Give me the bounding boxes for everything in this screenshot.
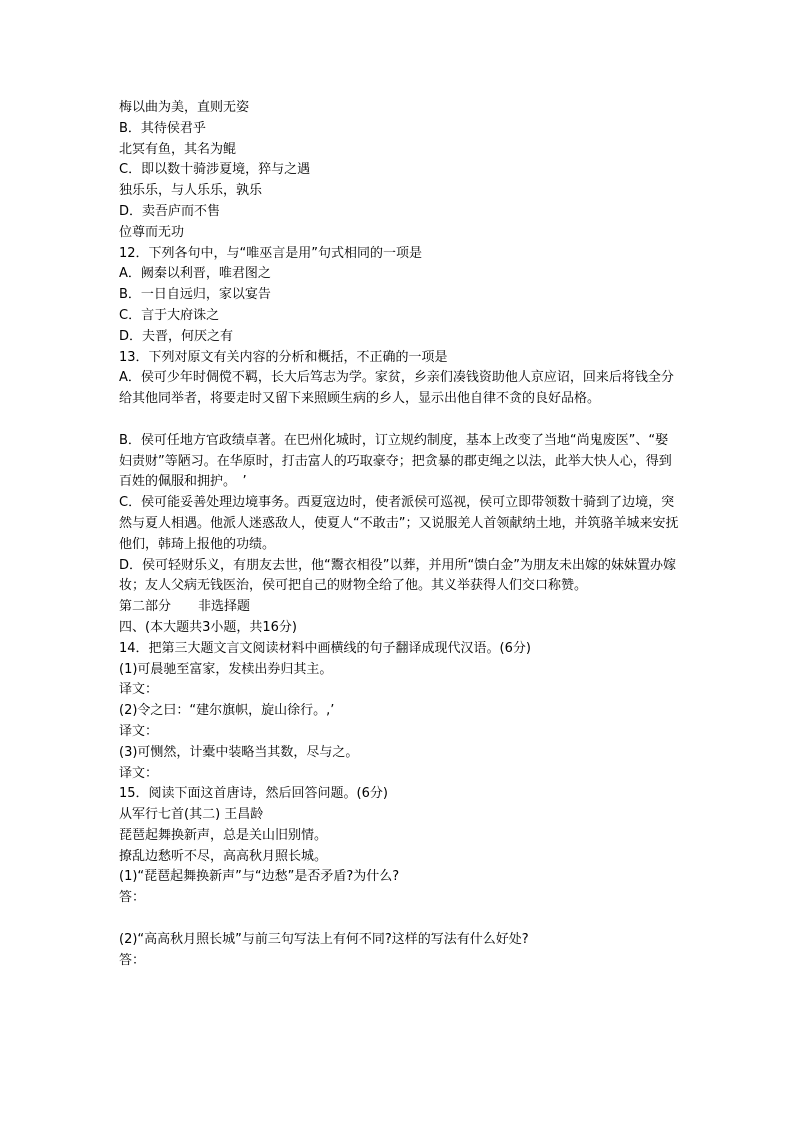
option-line: 梅以曲为美，直则无姿 — [119, 100, 250, 115]
poem-line: 琵琶起舞换新声，总是关山旧别情。 — [119, 827, 328, 843]
option-line: A．阙秦以利晋，唯君图之 — [119, 266, 271, 282]
option-line: 独乐乐，与人乐乐，孰乐 — [119, 183, 263, 199]
section-subheading: 四、(本大题共3小题，共16分) — [119, 619, 297, 635]
option-a-paragraph: A．侯可少年时倜傥不羁，长大后笃志为学。家贫，乡亲们凑钱资助他人京应诏，回来后将钱全分给其他同举者，将要走时又留下来照顾生病的乡人，显示出他自律不贪的良好品格。 — [119, 370, 674, 407]
option-line: D．夫晋，何厌之有 — [119, 328, 234, 344]
answer-label: 译文： — [119, 682, 159, 698]
section-part-title: 非选择题 — [198, 599, 251, 615]
sub-question: (1)“琵琶起舞换新声”与“边愁”是否矛盾?为什么? — [119, 869, 400, 885]
poem-title: 从军行七首(其二) 王昌龄 — [119, 807, 264, 823]
question-15: 15．阅读下面这首唐诗，然后回答问题。(6分) — [119, 786, 388, 802]
blank-gap — [119, 909, 679, 930]
option-line: C．言于大府诛之 — [119, 307, 220, 323]
option-line: C．即以数十骑涉夏境，猝与之遇 — [119, 162, 311, 178]
document-page — [119, 98, 679, 971]
sub-question: (1)可晨驰至富家，发椟出券归其主。 — [119, 661, 333, 677]
question-13: 13．下列对原文有关内容的分析和概括，不正确的一项是 — [119, 349, 448, 365]
option-line: D．卖吾庐而不售 — [119, 203, 221, 219]
answer-label: 译文： — [119, 765, 159, 781]
poem-line: 撩乱边愁听不尽，高高秋月照长城。 — [119, 848, 328, 864]
option-b-paragraph: B．侯可任地方官政绩卓著。在巴州化城时，订立规约制度，基本上改变了当地“尚鬼废医”、“娶妇责财”等陋习。在华原时，打击富人的巧取豪夺；把贪暴的郡吏绳之以法，此举大快人心，得到百姓的佩服和拥护。 ’ — [119, 432, 672, 490]
option-line: B．一日自远归，家以宴告 — [119, 287, 271, 303]
answer-label: 答： — [119, 890, 146, 906]
answer-label: 答： — [119, 952, 146, 968]
option-c-paragraph: C．侯可能妥善处理边境事务。西夏寇边时，使者派侯可巡视，侯可立即带领数十骑到了边境，突然与夏人相遇。他派人迷惑敌人，使夏人“不敢击”；又说服羌人首领献纳土地，并筑骆羊城来安抚他们，韩琦上报他的功绩。 — [119, 495, 679, 552]
sub-question: (2)令之曰：“建尔旗帜，旋山徐行。,’ — [119, 703, 335, 719]
question-12: 12．下列各句中，与“唯巫言是用”句式相同的一项是 — [119, 245, 423, 261]
option-line: 位尊而无功 — [119, 224, 185, 240]
question-14: 14．把第三大题文言文阅读材料中画横线的句子翻译成现代汉语。(6分) — [119, 640, 531, 656]
section-heading — [119, 597, 679, 618]
sub-question: (2)“高高秋月照长城”与前三句写法上有何不同?这样的写法有什么好处? — [119, 931, 529, 947]
option-line: 北冥有鱼，其名为鲲 — [119, 141, 237, 157]
sub-question: (3)可恻然，计橐中装略当其数，尽与之。 — [119, 744, 359, 760]
blank-gap — [119, 410, 679, 431]
section-part-label: 第二部分 — [119, 599, 172, 615]
option-line: B．其待侯君乎 — [119, 120, 206, 136]
option-d-paragraph: D．侯可轻财乐义，有朋友去世，他“鬻衣相役”以葬，并用所“馈白金”为朋友未出嫁的妹妹置办嫁妆；友人父病无钱医治，侯可把自己的财物全给了他。其义举获得人们交口称赞。 — [119, 557, 676, 594]
answer-label: 译文： — [119, 723, 159, 739]
